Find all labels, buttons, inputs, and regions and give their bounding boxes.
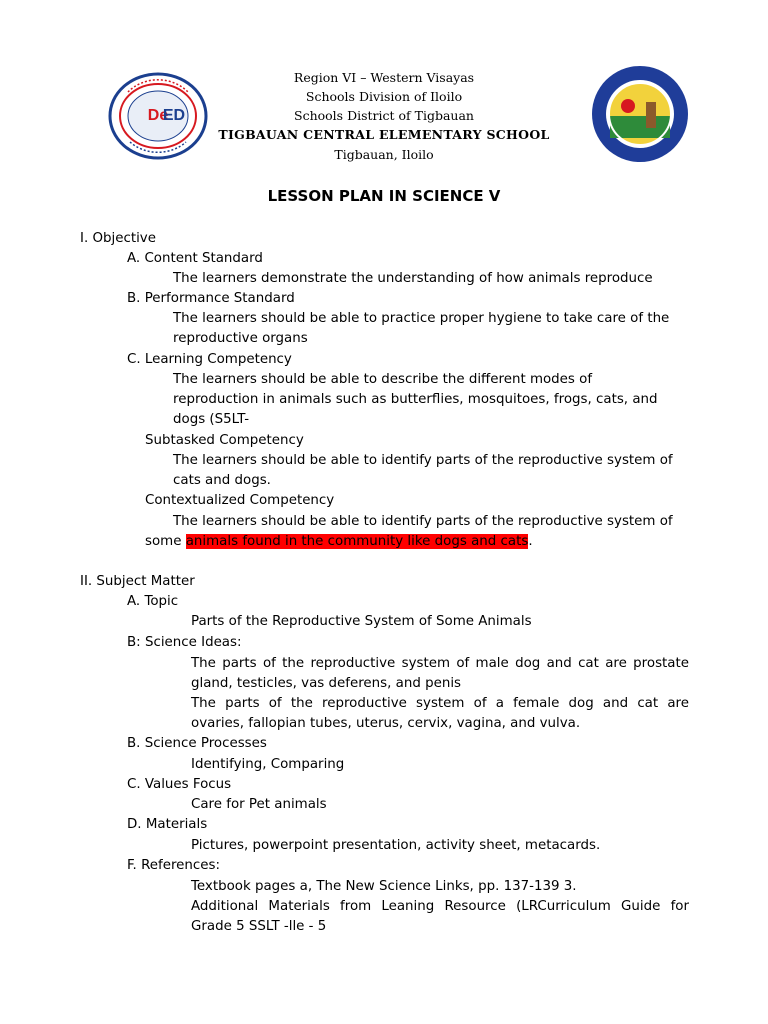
contextualized-competency-text: The learners should be able to identify parts of the reproductive system of (173, 514, 673, 529)
science-ideas-text: gland, testicles, vas deferens, and penis (191, 676, 462, 691)
contextualized-competency-label: Contextualized Competency (145, 493, 335, 508)
learning-competency-text: reproduction in animals such as butterflies, mosquitoes, frogs, cats, and (173, 392, 658, 407)
svg-text:De: De (147, 107, 169, 124)
materials-text: Pictures, powerpoint presentation, activity sheet, metacards. (191, 838, 601, 853)
science-ideas-text: The parts of the reproductive system of male dog and cat are prostate (191, 656, 689, 671)
values-focus-text: Care for Pet animals (191, 797, 327, 812)
performance-standard-text: reproductive organs (173, 331, 308, 346)
district-line: Schools District of Tigbauan (294, 108, 474, 123)
subject-matter-heading: II. Subject Matter (80, 574, 195, 589)
learning-competency-label: C. Learning Competency (127, 352, 292, 367)
content-standard-text: The learners demonstrate the understanding of how animals reproduce (173, 271, 653, 286)
contextualized-prefix: some (145, 534, 186, 549)
learning-competency-text: dogs (S5LT- (173, 412, 250, 427)
performance-standard-label: B. Performance Standard (127, 291, 295, 306)
subtasked-competency-text: cats and dogs. (173, 473, 271, 488)
region-line: Region VI – Western Visayas (293, 70, 475, 85)
science-ideas-label: B: Science Ideas: (127, 635, 242, 650)
contextualized-suffix: . (528, 534, 533, 549)
subtasked-competency-label: Subtasked Competency (145, 433, 304, 448)
references-text: Grade 5 SSLT -lle - 5 (191, 919, 327, 934)
references-text: Textbook pages a, The New Science Links, pp. 137-139 3. (191, 879, 577, 894)
references-text: Additional Materials from Leaning Resource (LRCurriculum Guide for (191, 899, 689, 914)
learning-competency-text: The learners should be able to describe the different modes of (173, 372, 593, 387)
division-line: Schools Division of Iloilo (305, 89, 463, 104)
references-label: F. References: (127, 858, 220, 873)
highlighted-text: animals found in the community like dogs and cats (185, 534, 529, 549)
svg-text:ED: ED (162, 107, 186, 124)
topic-label: A. Topic (127, 594, 179, 609)
school-location: Tigbauan, Iloilo (334, 147, 434, 162)
science-ideas-text: The parts of the reproductive system of a female dog and cat are (191, 696, 689, 711)
values-focus-label: C. Values Focus (127, 777, 232, 792)
topic-text: Parts of the Reproductive System of Some Animals (191, 614, 532, 629)
science-processes-text: Identifying, Comparing (191, 757, 345, 772)
science-ideas-text: ovaries, fallopian tubes, uterus, cervix, vagina, and vulva. (191, 716, 581, 731)
contextualized-competency-text (145, 532, 533, 552)
school-name: TIGBAUAN CENTRAL ELEMENTARY SCHOOL (218, 127, 550, 142)
subtasked-competency-text: The learners should be able to identify parts of the reproductive system of (173, 453, 673, 468)
performance-standard-text: The learners should be able to practice proper hygiene to take care of the (173, 311, 670, 326)
content-standard-label: A. Content Standard (127, 251, 263, 266)
page-title: LESSON PLAN IN SCIENCE V (267, 187, 501, 205)
materials-label: D. Materials (127, 817, 208, 832)
objective-heading: I. Objective (80, 231, 156, 246)
science-processes-label: B. Science Processes (127, 736, 267, 751)
